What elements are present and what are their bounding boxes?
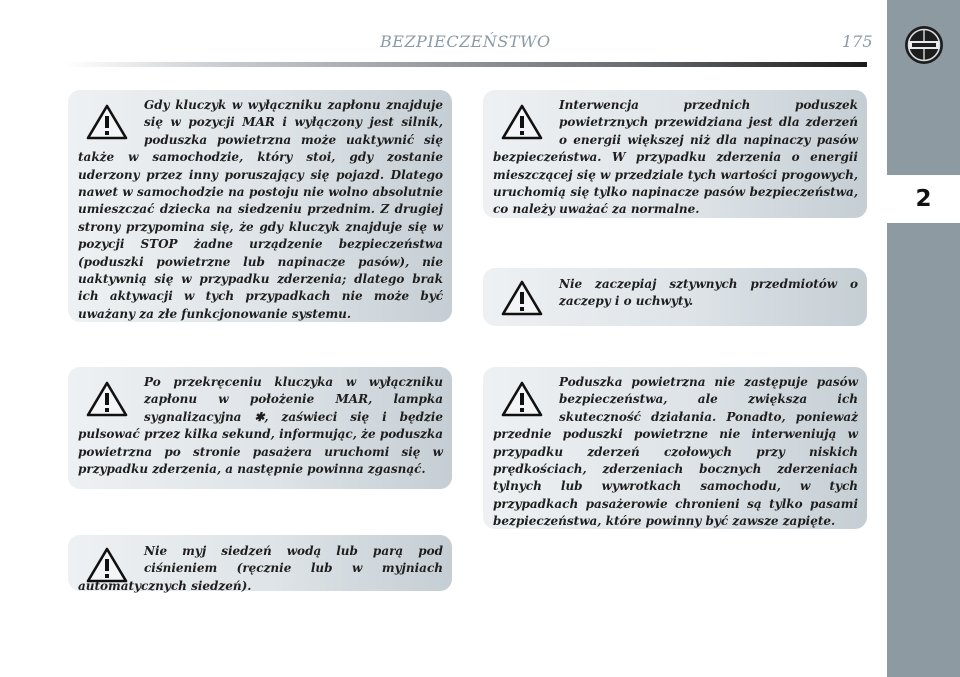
warning-box-hooks [483,268,867,326]
chapter-number: 2 [915,186,932,212]
lancia-logo-icon [904,25,944,65]
chapter-sidebar [887,0,960,677]
warning-box-airbag-key-mar [68,90,452,322]
warning-box-seat-washing [68,535,452,591]
warning-box-airbag-lamp [68,367,452,489]
header-divider [65,62,867,67]
warning-text: Interwencja przednich poduszek powietrznych przewidziana jest dla zderzeń o energii większej niż dla napinaczy pasów bezpieczeństwa. W przypadku zderzenia o energii mieszczącej się w przedziale tych wartości progowych, uruchomią się tylko napinacze pasów bezpieczeństwa, co należy uważać za normalne. [493,98,858,217]
warning-text: Poduszka powietrzna nie zastępuje pasów bezpieczeństwa, ale zwiększa ich skuteczność działania. Ponadto, ponieważ przednie poduszki powietrzne nie interweniują w przypadku zderzeń czołowych przy niskich prędkościach, zderzeniach bocznych zderzeniach tylnych lub wywrotkach samochodu, w tych przypadkach pasażerowie chronieni są tylko pasami bezpieczeństwa, które powinny być zawsze zapięte. [493,375,858,529]
page-number: 175 [842,32,873,51]
warning-text: Nie myj siedzeń wodą lub parą pod ciśnieniem (ręcznie lub w myjniach automatycznych siedzeń). [78,544,443,593]
warning-text: Gdy kluczyk w wyłączniku zapłonu znajduje się w pozycji MAR i wyłączony jest silnik, poduszka powietrzna może uaktywnić się także w samochodzie, który stoi, gdy zostanie uderzony przez inny poruszający się pojazd. Dlatego nawet w samochodzie na postoju nie wolno absolutnie umieszczać dziecka na siedzeniu przednim. Z drugiej strony przypomina się, że gdy kluczyk znajduje się w pozycji STOP żadne urządzenie bezpieczeństwa (poduszki powietrzne lub napinacze pasów), nie uaktywnią się w przypadku zderzenia; dlatego brak ich aktywacji w tych przypadkach nie może być uważany za złe funkcjonowanie systemu. [78,98,443,321]
chapter-tab[interactable] [887,175,960,223]
warning-text: Nie zaczepiaj sztywnych przedmiotów o zaczepy i o uchwyty. [559,277,858,309]
page-section-title: BEZPIECZEŃSTWO [380,32,551,51]
warning-box-airbag-not-seatbelt [483,367,867,529]
warning-text: Po przekręceniu kluczyka w wyłączniku zapłonu w położenie MAR, lampka sygnalizacyjna ✱, zaświeci się i będzie pulsować przez kilka sekund, informując, że poduszka powietrzna po stronie pasażera uruchomi się w przypadku zderzenia, a następnie powinna zgasnąć. [78,375,443,477]
warning-box-airbag-thresholds [483,90,867,218]
